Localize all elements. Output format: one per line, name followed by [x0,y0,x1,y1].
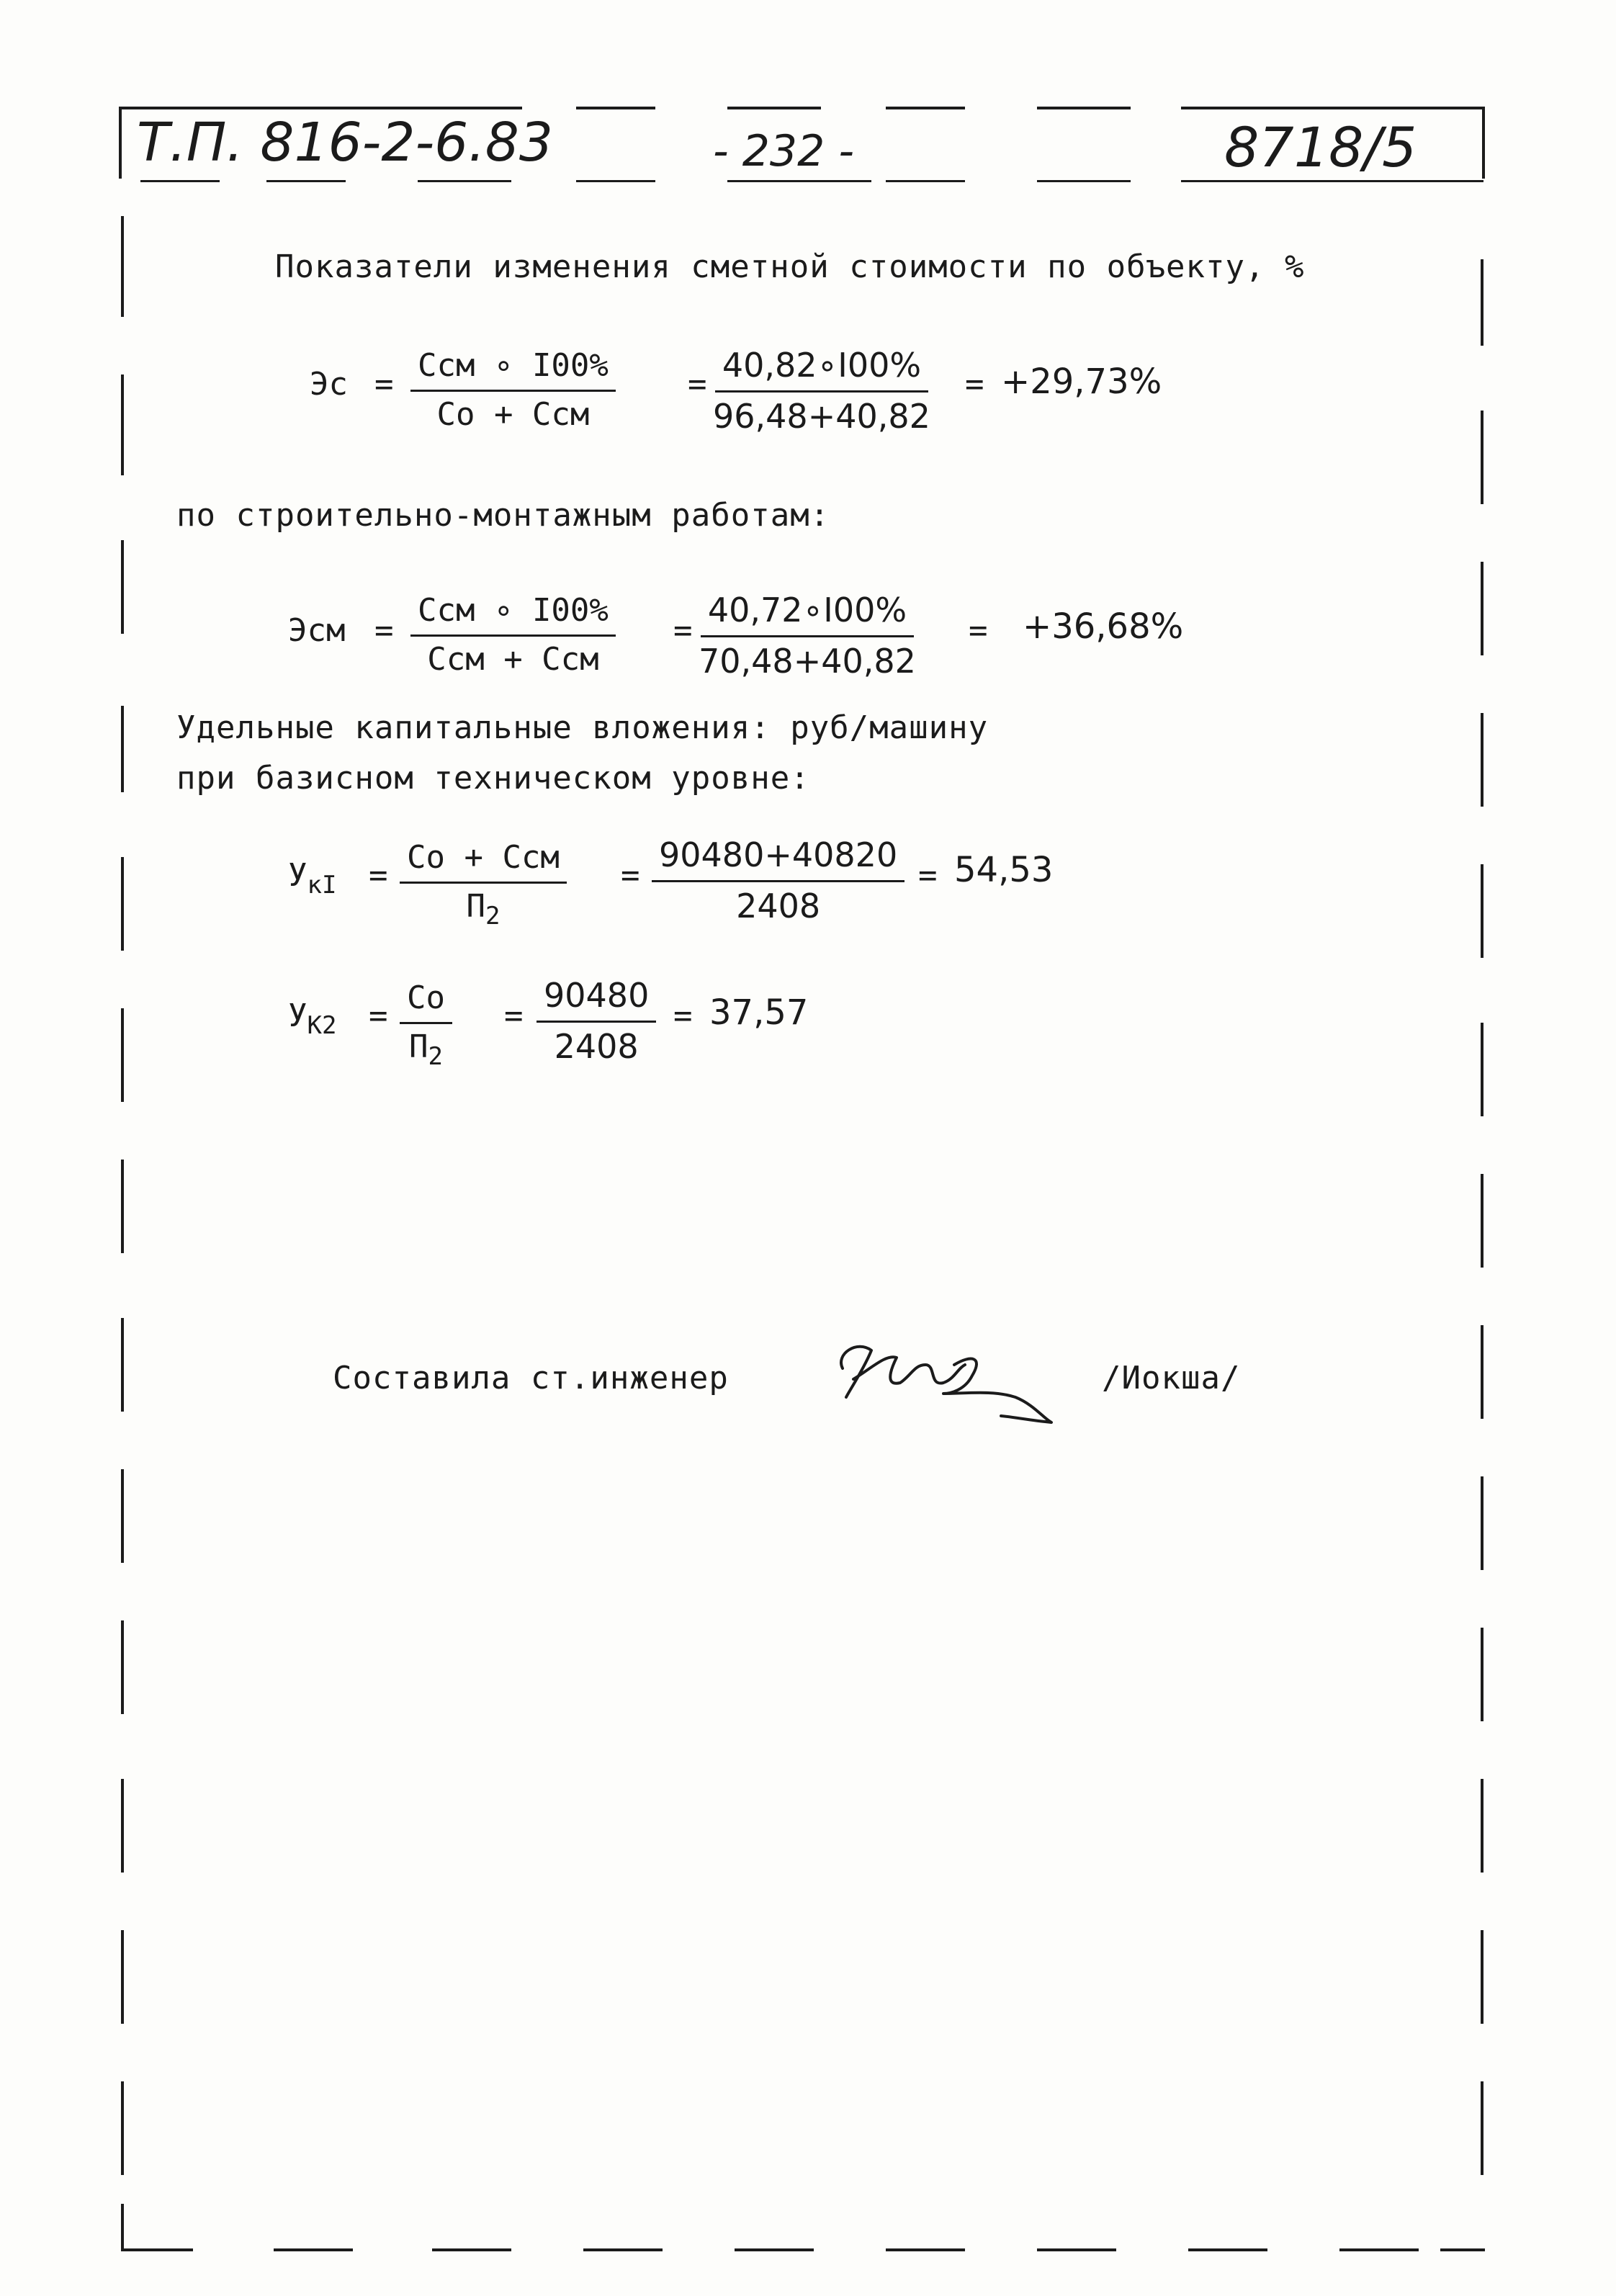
frame-right-dash [1481,1174,1483,1268]
header-underline [727,180,871,182]
formula-lhs: Эс [310,366,348,403]
header-underline [886,180,965,182]
frame-bottom-dash [1339,2248,1419,2251]
formula-numeric-fraction [652,835,904,925]
formula-numeric-fraction [699,591,916,681]
frame-bottom-dash [1037,2248,1116,2251]
section-level: при базисном техническом уровне: [176,760,810,797]
frame-bottom-dash [886,2248,965,2251]
fraction-numerator: 40,82∘I00% [715,346,928,393]
frame-bottom-dash [274,2248,353,2251]
equals-sign: = [673,997,693,1034]
frame-bottom-dash [735,2248,814,2251]
fraction-numerator: Со [400,979,452,1024]
fraction-denominator: 2408 [554,1027,639,1066]
formula-lhs: Эсм [288,612,346,649]
header-underline [418,180,511,182]
frame-left-dash [121,540,124,634]
header-underline [1181,180,1483,182]
sheet-code: 8718/5 [1224,115,1417,179]
formula-result: +29,73% [1001,362,1162,402]
frame-bottom-dash [1440,2248,1485,2251]
handwritten-signature [828,1325,1066,1433]
fraction-denominator: $П_2$ [409,1028,443,1071]
frame-top-left-horizontal [119,107,522,109]
frame-bottom-dash [121,2248,193,2251]
equals-sign: = [918,857,938,894]
frame-top-dash [1037,107,1131,109]
frame-right-dash [1481,2081,1483,2175]
fraction-numerator: Ссм ∘ I00% [410,347,616,392]
equals-sign: = [965,366,984,403]
equals-sign: = [969,612,988,649]
header-underline [576,180,655,182]
equals-sign: = [374,366,394,403]
signature-label: Составила ст.инженер [333,1360,729,1396]
formula-symbolic-fraction [400,979,452,1071]
fraction-denominator: 70,48+40,82 [699,642,916,681]
fraction-numerator: Ссм ∘ I00% [410,592,616,637]
frame-left-dash [121,2081,124,2175]
fraction-denominator: $П_2$ [466,888,500,930]
fraction-denominator: Со + Ссм [436,396,590,433]
equals-sign: = [374,612,394,649]
fraction-numerator: 90480+40820 [652,835,904,882]
frame-top-dash [886,107,965,109]
frame-right-dash [1481,1628,1483,1721]
formula-result: 37,57 [709,992,809,1033]
formula-symbolic-fraction [410,347,616,433]
formula-symbolic-fraction [400,839,567,930]
doc-code: Т.П. 816-2-6.83 [137,112,553,174]
frame-left-dash [121,706,124,792]
frame-right-dash [1481,259,1483,346]
frame-left-dash [121,1620,124,1714]
formula-lhs: $У_{кI}$ [288,857,337,900]
fraction-denominator: 96,48+40,82 [713,397,930,436]
frame-top-dash [576,107,655,109]
header-underline [1037,180,1131,182]
header-underline [266,180,346,182]
fraction-denominator: Ссм + Ссм [427,641,599,678]
equals-sign: = [504,997,524,1034]
frame-right-dash [1481,1930,1483,2024]
frame-left-dash [121,1318,124,1412]
frame-left-dash [121,857,124,951]
frame-top-dash [727,107,821,109]
formula-result: +36,68% [1023,606,1184,647]
frame-left-dash [121,375,124,475]
frame-right-dash [1481,1023,1483,1116]
frame-right-dash [1481,864,1483,958]
frame-top-dash [1181,107,1483,109]
frame-right-dash [1481,1476,1483,1570]
page-number: - 232 - [713,126,854,176]
signature-name: /Иокша/ [1102,1360,1241,1396]
equals-sign: = [673,612,693,649]
frame-right-dash [1481,1779,1483,1873]
section-smr: по строительно-монтажным работам: [176,497,830,534]
frame-bottom-dash [432,2248,511,2251]
section-capital: Удельные капитальные вложения: руб/машину [176,709,989,746]
frame-right-dash [1481,1325,1483,1419]
fraction-numerator: 90480 [537,976,656,1023]
fraction-numerator: Со + Ссм [400,839,567,884]
equals-sign: = [369,997,388,1034]
frame-left-dash [121,216,124,317]
frame-right-dash [1481,713,1483,807]
frame-left-dash [121,1008,124,1102]
formula-result: 54,53 [954,850,1054,890]
frame-bottom-dash [1188,2248,1267,2251]
frame-right-dash [1481,562,1483,655]
header-underline [140,180,220,182]
equals-sign: = [369,857,388,894]
frame-left-dash [121,1469,124,1563]
equals-sign: = [621,857,640,894]
fraction-denominator: 2408 [736,887,821,925]
formula-numeric-fraction [537,976,656,1066]
frame-top-right-vertical [1482,107,1485,179]
frame-bottom-left-vertical [121,2204,124,2250]
frame-bottom-dash [583,2248,663,2251]
equals-sign: = [688,366,707,403]
formula-numeric-fraction [713,346,930,436]
frame-top-left-vertical [119,107,122,179]
frame-right-dash [1481,411,1483,504]
formula-symbolic-fraction [410,592,616,678]
section-title: Показатели изменения сметной стоимости по объекту, % [275,248,1305,285]
fraction-numerator: 40,72∘I00% [701,591,914,637]
frame-left-dash [121,1779,124,1873]
frame-left-dash [121,1160,124,1253]
formula-lhs: $У_{К2}$ [288,997,337,1040]
frame-left-dash [121,1930,124,2024]
